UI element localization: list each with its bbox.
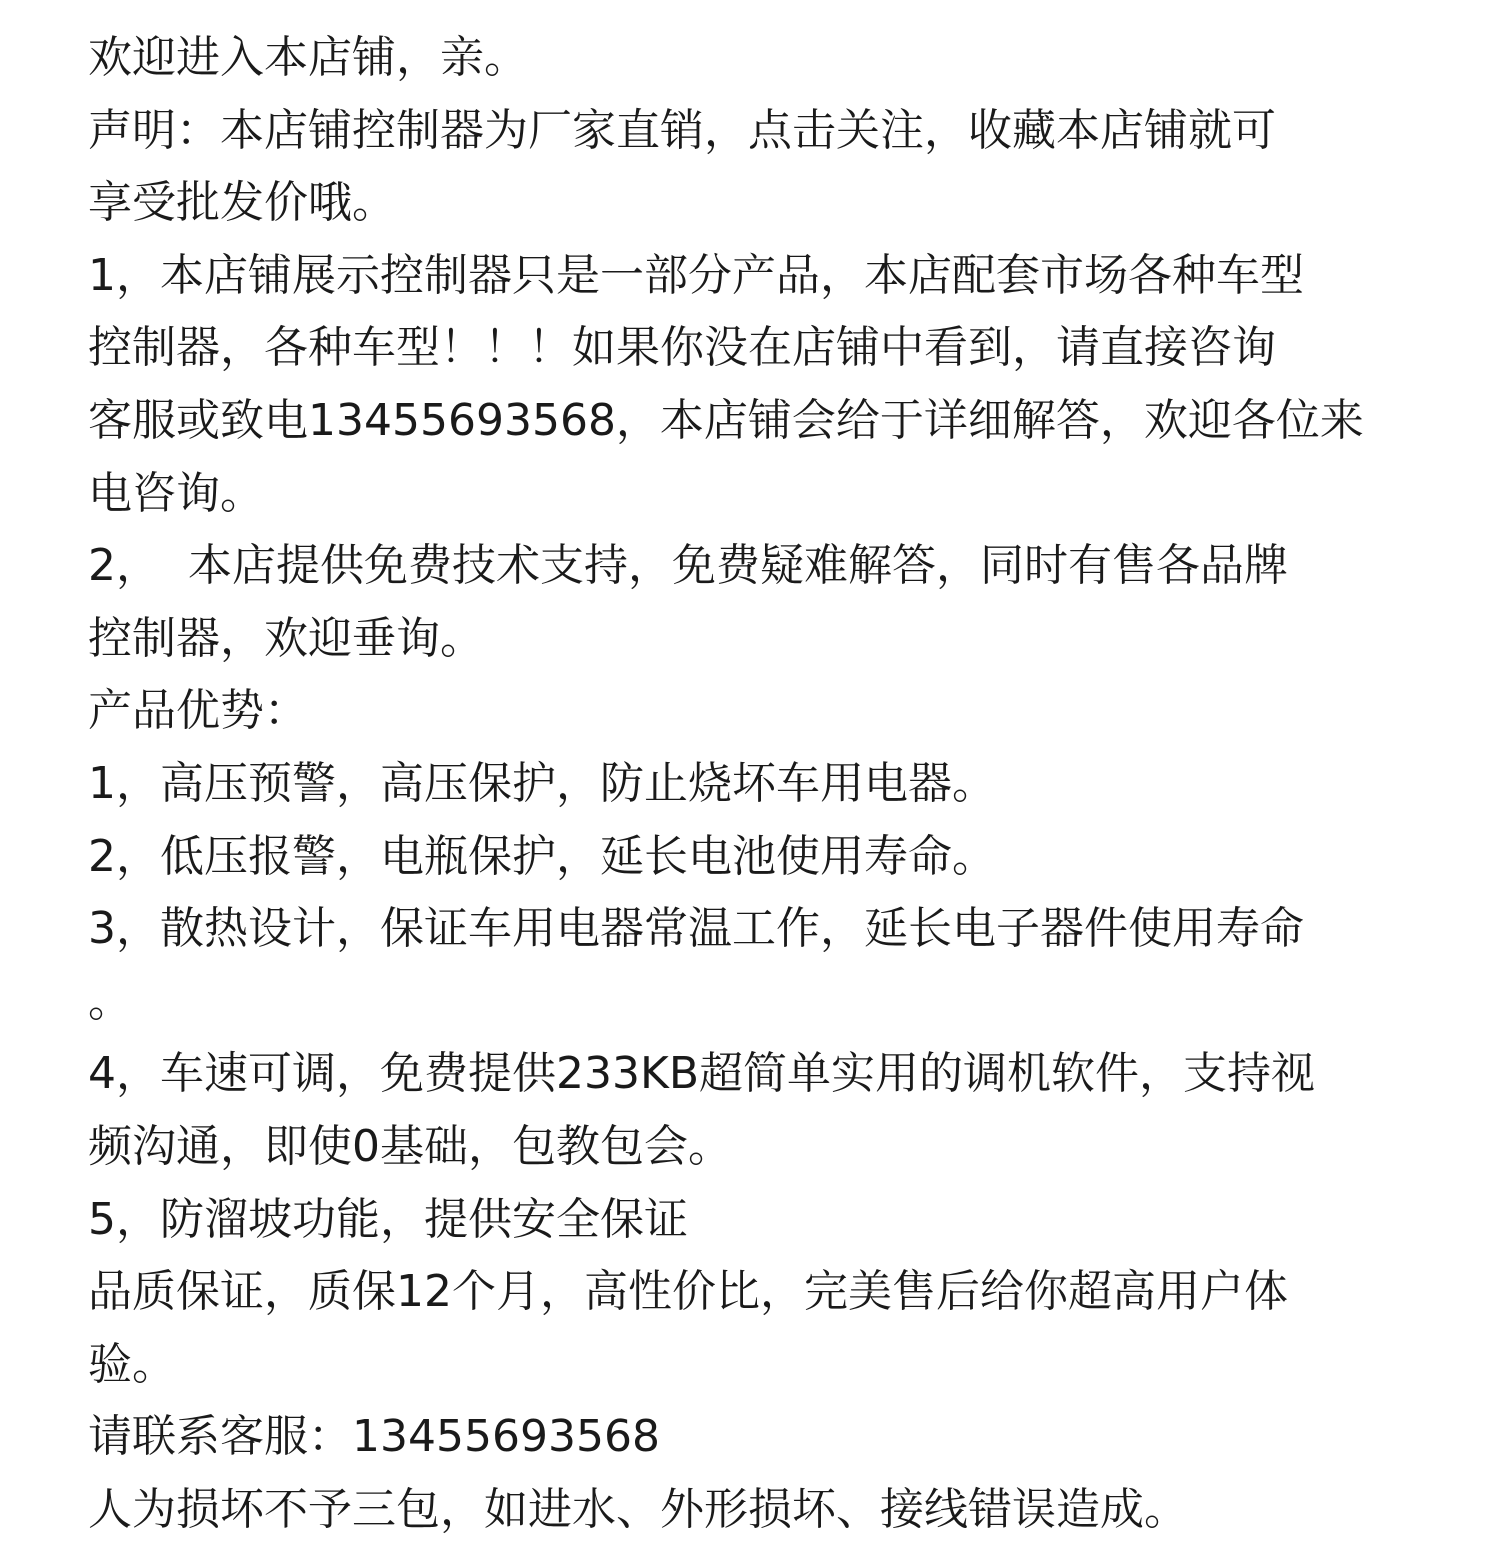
item-2-line-1: 2， 本店提供免费技术支持，免费疑难解答，同时有售各品牌 — [88, 540, 1288, 592]
statement-line-2: 享受批发价哦。 — [88, 177, 396, 229]
advantages-heading: 产品优势： — [88, 685, 308, 737]
advantage-4-line-1: 4，车速可调，免费提供233KB超简单实用的调机软件，支持视 — [88, 1048, 1316, 1100]
warranty-exclusion-line: 人为损坏不予三包，如进水、外形损坏、接线错误造成。 — [88, 1483, 1188, 1535]
advantage-3-line-1: 3，散热设计，保证车用电器常温工作，延长电子器件使用寿命 — [88, 903, 1304, 955]
contact-line: 请联系客服：13455693568 — [88, 1411, 660, 1463]
welcome-line: 欢迎进入本店铺，亲。 — [88, 32, 528, 83]
advantage-3-line-2: 。 — [88, 975, 132, 1027]
advantage-5: 5，防溜坡功能，提供安全保证 — [88, 1193, 688, 1245]
item-1-line-4: 电咨询。 — [88, 467, 264, 519]
item-1-line-2: 控制器，各种车型！！！如果你没在店铺中看到，请直接咨询 — [88, 322, 1276, 374]
quality-line-2: 验。 — [88, 1338, 176, 1390]
item-2-line-2: 控制器，欢迎垂询。 — [88, 612, 484, 664]
item-1-line-3: 客服或致电13455693568，本店铺会给于详细解答，欢迎各位来 — [88, 394, 1364, 446]
advantage-4-line-2: 频沟通，即使0基础，包教包会。 — [88, 1120, 732, 1172]
quality-line-1: 品质保证，质保12个月，高性价比，完美售后给你超高用户体 — [88, 1266, 1288, 1318]
advantage-1: 1，高压预警，高压保护，防止烧坏车用电器。 — [88, 757, 996, 809]
item-1-line-1: 1，本店铺展示控制器只是一部分产品，本店配套市场各种车型 — [88, 249, 1304, 301]
statement-line-1: 声明：本店铺控制器为厂家直销，点击关注，收藏本店铺就可 — [88, 104, 1276, 156]
store-notice-document — [88, 22, 1428, 1546]
advantage-2: 2，低压报警，电瓶保护，延长电池使用寿命。 — [88, 830, 996, 882]
